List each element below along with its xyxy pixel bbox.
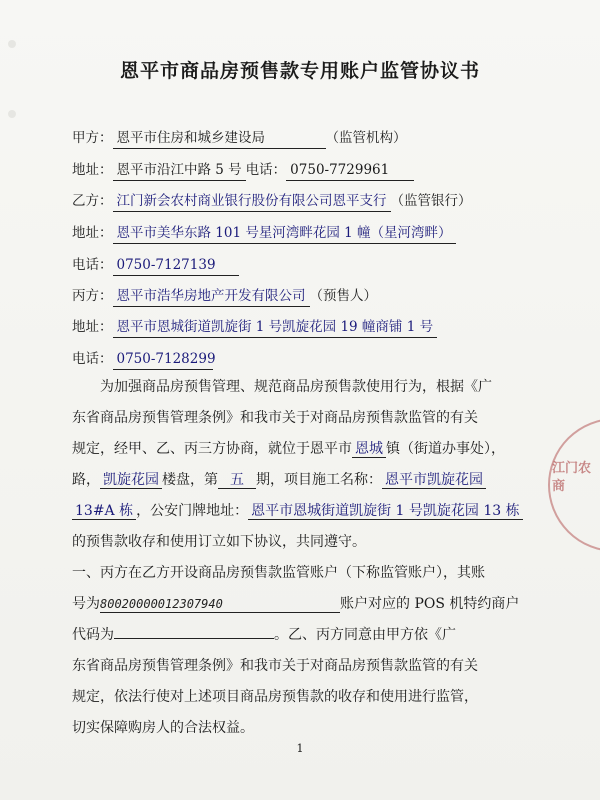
project-name: 恩平市凯旋花园	[382, 472, 486, 489]
building-number: 13#A 栋	[72, 503, 136, 520]
body-text: 镇（街道办事处），	[386, 441, 505, 457]
account-number-field	[100, 596, 340, 613]
town-name: 恩城	[352, 441, 386, 458]
party-b-name: 江门新会农村商业银行股份有限公司恩平支行	[113, 193, 391, 212]
party-c-label: 丙方：	[72, 288, 113, 304]
body-p1-line4	[72, 469, 534, 489]
party-c-tel-label: 电话：	[72, 351, 113, 367]
party-b-address-label: 地址：	[72, 225, 113, 241]
party-b-address-line	[72, 221, 456, 244]
body-p2-line5: 规定，依法行使对上述项目商品房预售款的收存和使用进行监管，	[72, 689, 478, 705]
party-b-label: 乙方：	[72, 193, 113, 209]
party-c-address-line	[72, 315, 437, 338]
body-text: 路，	[72, 472, 100, 488]
party-c-address-label: 地址：	[72, 319, 113, 335]
party-a-line	[72, 126, 407, 149]
body-p1-line2: 东省商品房预售管理条例》和我市关于对商品房预售款监管的有关	[72, 410, 478, 426]
merchant-code-field	[114, 624, 274, 639]
body-p2-line3	[72, 624, 534, 644]
party-b-tel-label: 电话：	[72, 257, 113, 273]
party-b-tel: 0750-7127139	[113, 257, 239, 276]
binding-hole	[8, 110, 16, 118]
body-text: 楼盘，第	[162, 472, 218, 488]
body-text: ，公安门牌地址：	[136, 503, 249, 519]
body-text: 代码为	[72, 627, 114, 643]
party-c-tel-line	[72, 347, 216, 370]
body-text: 号为	[72, 596, 100, 612]
party-b-line	[72, 189, 472, 212]
body-text: 账户对应的 POS 机特约商户	[340, 596, 520, 612]
party-a-name: 恩平市住房和城乡建设局	[113, 130, 326, 149]
party-c-address: 恩平市恩城街道凯旋街 1 号凯旋花园 19 幢商铺 1 号	[113, 319, 438, 338]
binding-hole	[8, 40, 16, 48]
party-c-name: 恩平市浩华房地产开发有限公司	[113, 288, 310, 307]
body-p1-line6: 的预售款收存和使用订立如下协议，共同遵守。	[72, 534, 366, 550]
party-a-address: 恩平市沿江中路 5 号	[113, 162, 246, 181]
party-b-address: 恩平市美华东路 101 号星河湾畔花园 1 幢（星河湾畔）	[113, 225, 456, 244]
account-number: 80020000012307940	[100, 597, 223, 611]
party-c-role: （预售人）	[309, 288, 377, 304]
body-p1-line3	[72, 438, 534, 458]
party-a-tel-label: 电话：	[245, 162, 287, 178]
party-a-address-line	[72, 158, 414, 181]
police-address: 恩平市恩城街道凯旋街 1 号凯旋花园 13 栋	[248, 503, 523, 520]
party-a-tel: 0750-7729961	[286, 162, 414, 181]
body-p1-line1: 为加强商品房预售管理、规范商品房预售款使用行为，根据《广	[100, 379, 492, 395]
party-b-role: （监管银行）	[390, 193, 472, 209]
phase-number: 五	[218, 472, 256, 489]
body-text: 。乙、丙方同意由甲方依《广	[274, 627, 456, 643]
document-title: 恩平市商品房预售款专用账户监管协议书	[119, 60, 480, 82]
seal-text: 江门农商	[552, 461, 592, 494]
party-a-address-label: 地址：	[72, 162, 113, 178]
party-b-tel-line	[72, 253, 239, 276]
binding-holes	[8, 0, 18, 800]
body-text: 规定，经甲、乙、丙三方协商，就位于恩平市	[72, 441, 352, 457]
body-p2-line1: 一、丙方在乙方开设商品房预售款监管账户（下称监管账户），其账	[72, 565, 485, 581]
body-p1-line5	[72, 500, 534, 520]
page-number: 1	[296, 742, 304, 755]
body-p2-line6: 切实保障购房人的合法权益。	[72, 720, 254, 736]
party-c-line	[72, 284, 377, 307]
body-text: 期，项目施工名称：	[256, 472, 382, 488]
party-a-label: 甲方：	[72, 130, 113, 146]
estate-name: 凯旋花园	[100, 472, 162, 489]
body-p2-line4: 东省商品房预售管理条例》和我市关于对商品房预售款监管的有关	[72, 658, 478, 674]
party-c-tel: 0750-7128299	[113, 351, 213, 370]
body-p2-line2	[72, 593, 534, 613]
party-a-role: （监管机构）	[325, 130, 407, 146]
